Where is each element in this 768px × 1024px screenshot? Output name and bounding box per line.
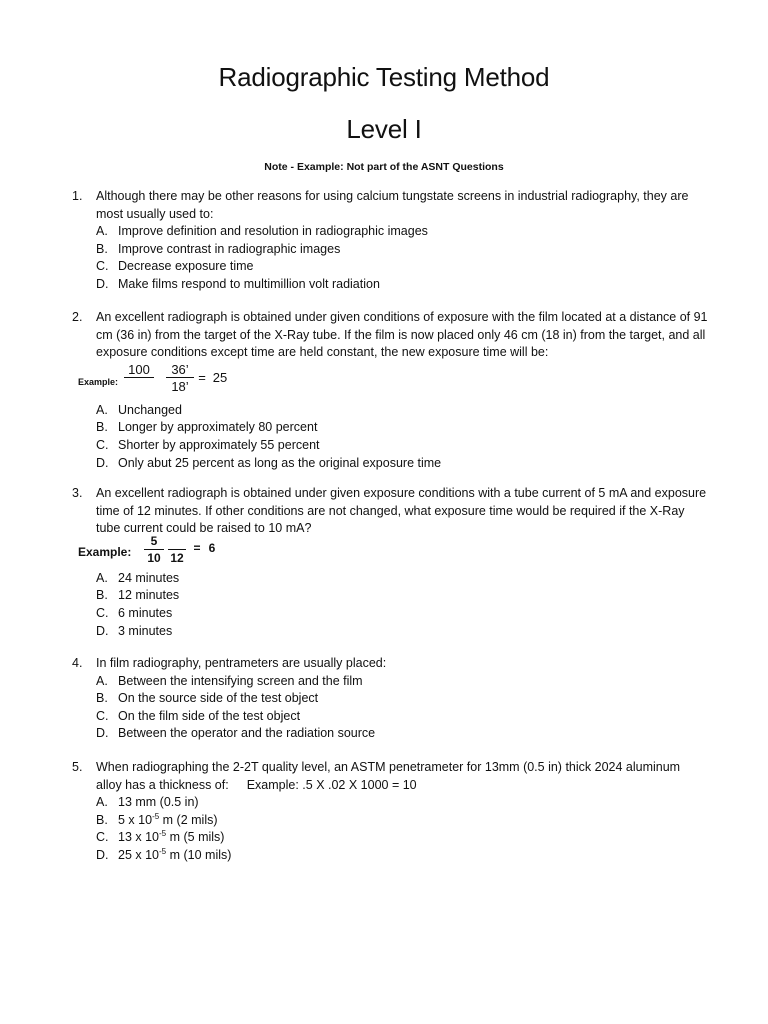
option-text: Improve definition and resolution in radiographic images bbox=[118, 224, 428, 239]
option-c bbox=[96, 708, 712, 726]
option-c bbox=[96, 437, 712, 455]
question-stem-text: alloy has a thickness of: bbox=[96, 777, 229, 792]
option-d bbox=[96, 455, 712, 473]
inline-example: Example: .5 X .02 X 1000 = 10 bbox=[246, 777, 417, 792]
option-text: Only abut 25 percent as long as the original exposure time bbox=[118, 455, 442, 470]
example-numerator: 5 bbox=[150, 533, 158, 548]
option-b bbox=[96, 812, 712, 830]
question-number: 5. bbox=[72, 760, 83, 774]
option-text bbox=[118, 847, 231, 865]
question-number: 2. bbox=[72, 310, 83, 324]
option-text-base: 5 x 10 bbox=[118, 812, 153, 827]
example-denominator-2: 12 bbox=[170, 550, 184, 565]
example-denominator: 18’ bbox=[171, 378, 189, 394]
option-text bbox=[118, 829, 224, 847]
question-stem: An excellent radiograph is obtained under given conditions of exposure with the film located at a distance of 91 cm (36 in) from the target of the X-Ray tube. If the film is now placed only 46 cm (18 in) from the target, and all exposure conditions except time are held constant, the new exposure time will be: bbox=[96, 310, 708, 360]
option-letter: A. bbox=[96, 673, 108, 688]
option-a bbox=[96, 402, 712, 420]
option-text: Improve contrast in radiographic images bbox=[118, 241, 341, 256]
option-b bbox=[96, 241, 712, 259]
answer-options bbox=[96, 223, 712, 293]
example-equals: = bbox=[198, 369, 206, 385]
option-text: 3 minutes bbox=[118, 623, 173, 638]
option-letter: B. bbox=[96, 588, 108, 603]
question-stem-line: When radiographing the 2-2T quality level, an ASTM penetrameter for 13mm (0.5 in) thick 2024 aluminum bbox=[96, 760, 681, 774]
option-c bbox=[96, 829, 712, 847]
option-a bbox=[96, 673, 712, 691]
exponent: -5 bbox=[159, 846, 167, 856]
answer-options bbox=[96, 673, 712, 743]
option-text: 24 minutes bbox=[118, 570, 180, 585]
option-letter: D. bbox=[96, 726, 109, 741]
option-d bbox=[96, 725, 712, 743]
option-text: 13 mm (0.5 in) bbox=[118, 795, 199, 810]
option-a bbox=[96, 223, 712, 241]
option-text: Shorter by approximately 55 percent bbox=[118, 437, 320, 452]
option-text: On the film side of the test object bbox=[118, 708, 301, 723]
option-letter: D. bbox=[96, 623, 109, 638]
option-letter: D. bbox=[96, 847, 109, 862]
question-2 bbox=[72, 309, 712, 472]
option-text: 12 minutes bbox=[118, 588, 180, 603]
question-stem: An excellent radiograph is obtained under given exposure conditions with a tube current of 5 mA and exposure time of 12 minutes. If other conditions are not changed, what exposure time would be required if the X-Ray tube current could be raised to 10 mA? bbox=[96, 486, 707, 536]
option-letter: C. bbox=[96, 708, 109, 723]
example-label: Example: bbox=[78, 544, 132, 559]
option-letter: A. bbox=[96, 224, 108, 239]
example-formula bbox=[78, 362, 712, 402]
option-text: Longer by approximately 80 percent bbox=[118, 420, 318, 435]
option-letter: B. bbox=[96, 691, 108, 706]
option-letter: B. bbox=[96, 420, 108, 435]
note-text: Note - Example: Not part of the ASNT Questions bbox=[264, 161, 504, 173]
option-letter: C. bbox=[96, 605, 109, 620]
question-number: 3. bbox=[72, 486, 83, 500]
option-d bbox=[96, 847, 712, 865]
example-denominator: 10 bbox=[147, 550, 161, 565]
option-c bbox=[96, 605, 712, 623]
document-subtitle: Level I bbox=[346, 114, 422, 144]
fraction-bar bbox=[124, 377, 154, 378]
option-text: Unchanged bbox=[118, 402, 182, 417]
answer-options bbox=[96, 402, 712, 472]
option-letter: D. bbox=[96, 276, 109, 291]
option-b bbox=[96, 587, 712, 605]
option-text: Decrease exposure time bbox=[118, 259, 254, 274]
option-text-base: 13 x 10 bbox=[118, 830, 160, 845]
option-text: Make films respond to multimillion volt radiation bbox=[118, 276, 380, 291]
option-text bbox=[118, 812, 218, 830]
example-numerator: 36’ bbox=[171, 361, 189, 377]
option-text: On the source side of the test object bbox=[118, 691, 319, 706]
example-equals: = bbox=[193, 540, 201, 555]
option-text-unit: m (5 mils) bbox=[166, 830, 225, 845]
option-text-base: 25 x 10 bbox=[118, 847, 160, 862]
document-title: Radiographic Testing Method bbox=[218, 62, 550, 92]
option-a bbox=[96, 794, 712, 812]
option-b bbox=[96, 690, 712, 708]
option-text: Between the intensifying screen and the film bbox=[118, 673, 363, 688]
option-d bbox=[96, 276, 712, 294]
question-number: 1. bbox=[72, 189, 83, 203]
question-number: 4. bbox=[72, 656, 83, 670]
question-stem-line bbox=[96, 777, 712, 795]
example-formula bbox=[78, 533, 712, 570]
question-3 bbox=[72, 485, 712, 640]
exponent: -5 bbox=[159, 829, 167, 839]
option-letter: C. bbox=[96, 437, 109, 452]
question-stem bbox=[96, 759, 712, 794]
option-text: Between the operator and the radiation source bbox=[118, 726, 376, 741]
option-a bbox=[96, 570, 712, 588]
question-1 bbox=[72, 188, 712, 294]
option-letter: A. bbox=[96, 570, 108, 585]
answer-options bbox=[96, 794, 712, 864]
question-5 bbox=[72, 759, 712, 865]
option-letter: A. bbox=[96, 402, 108, 417]
option-text-unit: m (10 mils) bbox=[166, 847, 232, 862]
option-letter: B. bbox=[96, 241, 108, 256]
option-letter: D. bbox=[96, 455, 109, 470]
option-text-unit: m (2 mils) bbox=[159, 812, 218, 827]
question-stem: In film radiography, pentrameters are usually placed: bbox=[96, 656, 387, 670]
option-letter: C. bbox=[96, 259, 109, 274]
exponent: -5 bbox=[152, 811, 160, 821]
option-b bbox=[96, 419, 712, 437]
example-label: Example: bbox=[78, 376, 119, 387]
answer-options bbox=[96, 570, 712, 640]
option-letter: C. bbox=[96, 830, 109, 845]
example-result: 25 bbox=[212, 369, 228, 385]
option-c bbox=[96, 258, 712, 276]
option-letter: B. bbox=[96, 812, 108, 827]
example-result: 6 bbox=[208, 540, 216, 555]
option-text: 6 minutes bbox=[118, 605, 173, 620]
question-4 bbox=[72, 655, 712, 743]
option-d bbox=[96, 623, 712, 641]
question-stem: Although there may be other reasons for using calcium tungstate screens in industrial radiography, they are most usually used to: bbox=[96, 189, 689, 221]
example-value: 100 bbox=[128, 361, 150, 377]
option-letter: A. bbox=[96, 795, 108, 810]
